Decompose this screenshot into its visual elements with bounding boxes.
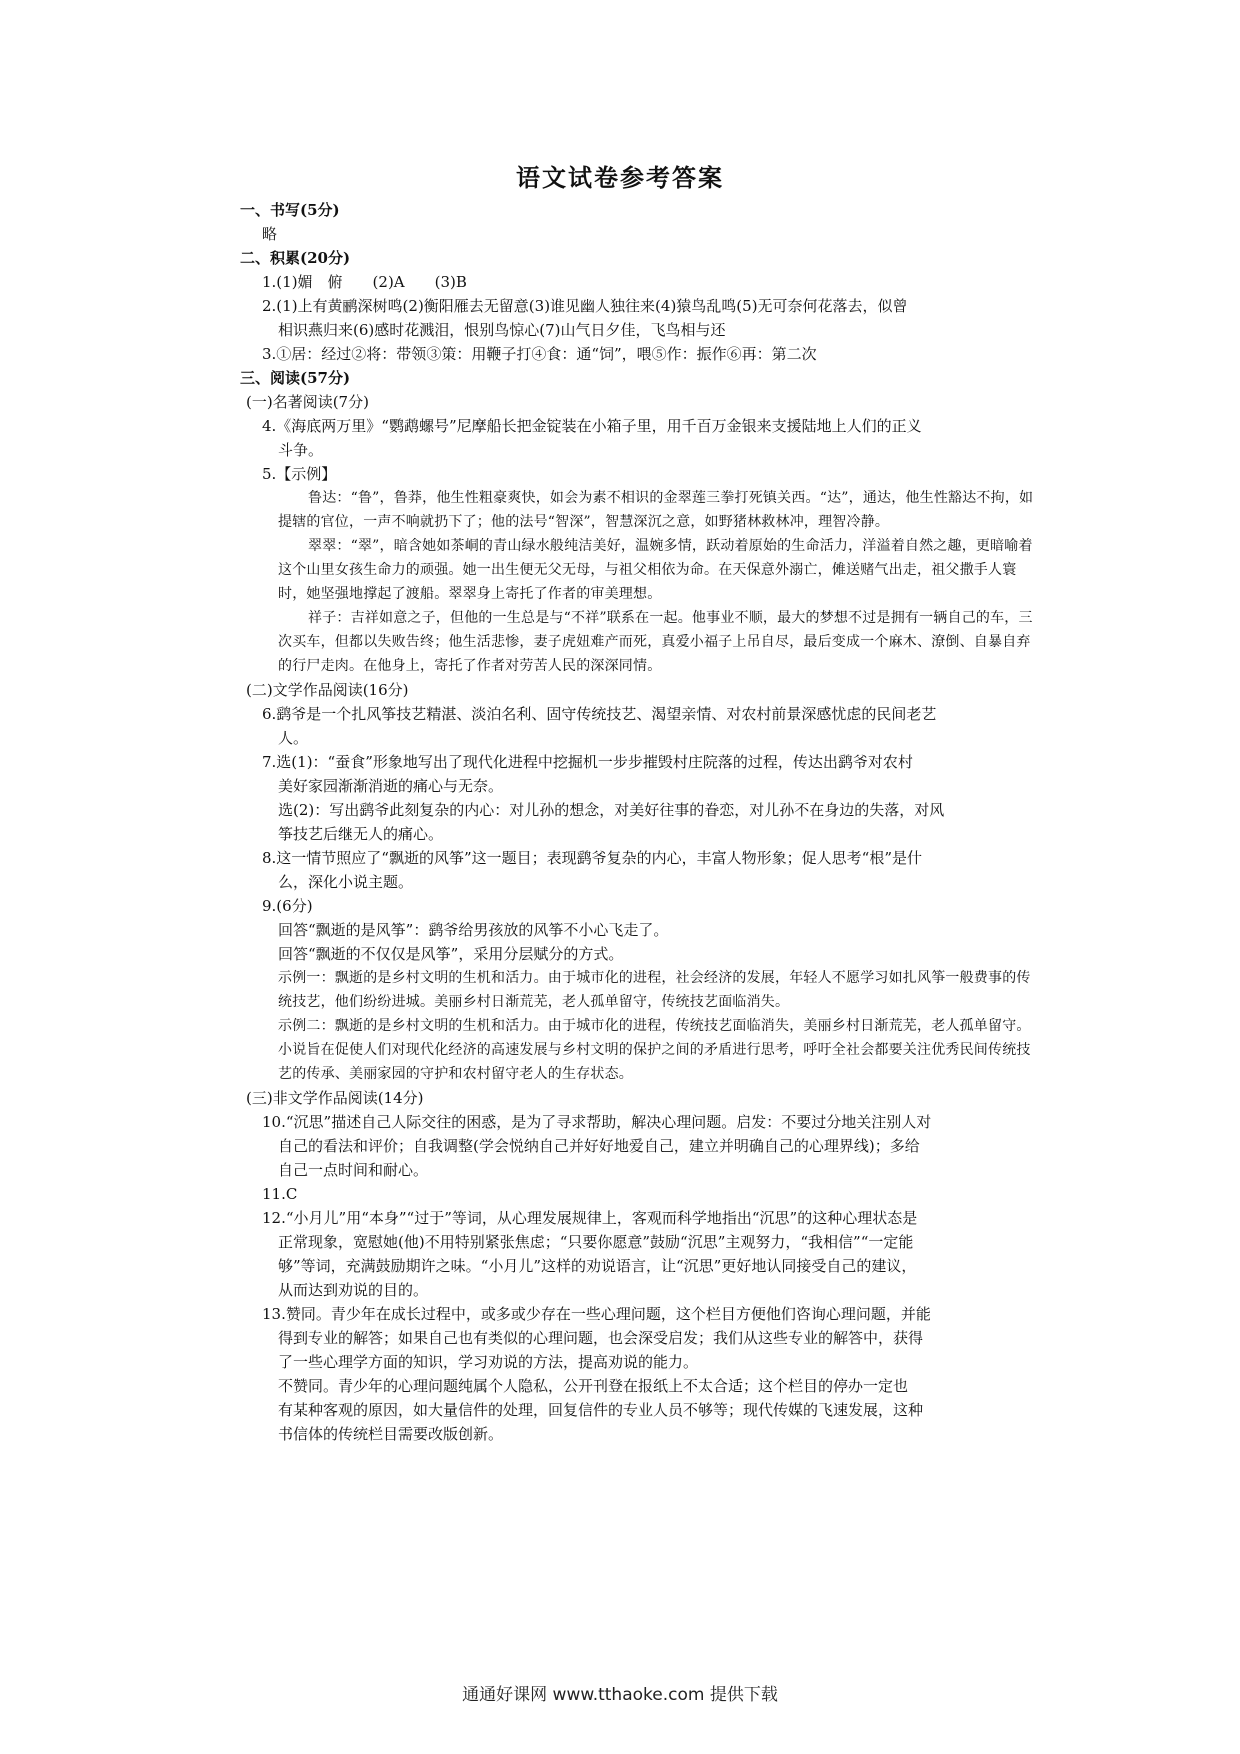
answer-line: 13.赞同。青少年在成长过程中，或多或少存在一些心理问题，这个栏目方便他们咨询心理问题，并能 <box>262 1305 931 1323</box>
section-heading: 二、积累(20分) <box>240 249 351 267</box>
answer-line: 示例二：飘逝的是乡村文明的生机和活力。由于城市化的进程，传统技艺面临消失，美丽乡村日渐荒芜，老人孤单留守。小说旨在促使人们对现代化经济的高速发展与乡村文明的保护之间的矛盾进行思考，呼吁全社会都要关注优秀民间传统技艺的传承、美丽家园的守护和农村留守老人的生存状态。 <box>278 1018 1031 1082</box>
answer-line: 人。 <box>278 729 309 747</box>
section-heading: 一、书写(5分) <box>240 201 340 219</box>
section-heading: (一)名著阅读(7分) <box>246 393 369 411</box>
answer-line: 12.“小月儿”用“本身”“过于”等词，从心理发展规律上，客观而科学地指出“沉思”的这种心理状态是 <box>262 1209 918 1227</box>
answer-line: 5.【示例】 <box>262 465 337 483</box>
answer-line: 相识燕归来(6)感时花溅泪，恨别鸟惊心(7)山气日夕佳，飞鸟相与还 <box>278 321 726 339</box>
answer-line: 3.①居：经过②将：带领③策：用鞭子打④食：通“饲”，喂⑤作：振作⑥再：第二次 <box>262 345 817 363</box>
answer-line: 7.选(1)：“蚕食”形象地写出了现代化进程中挖掘机一步步摧毁村庄院落的过程，传达出鹞爷对农村 <box>262 753 913 771</box>
answer-line: 斗争。 <box>278 441 324 459</box>
answer-line: 回答“飘逝的不仅仅是风筝”，采用分层赋分的方式。 <box>278 945 624 963</box>
answer-line: 祥子：吉祥如意之子，但他的一生总是与“不祥”联系在一起。他事业不顺，最大的梦想不过是拥有一辆自己的车，三次买车，但都以失败告终；他生活悲惨，妻子虎妞难产而死，真爱小福子上吊自尽，最后变成一个麻木、潦倒、自暴自弃的行尸走肉。在他身上，寄托了作者对劳苦人民的深深同情。 <box>278 610 1033 674</box>
answer-line: 够”等词，充满鼓励期许之味。“小月儿”这样的劝说语言，让“沉思”更好地认同接受自己的建议， <box>278 1257 917 1275</box>
answer-line: 选(2)：写出鹞爷此刻复杂的内心：对儿孙的想念，对美好往事的眷恋，对儿孙不在身边的失落，对风 <box>278 801 945 819</box>
answer-line: 8.这一情节照应了“飘逝的风筝”这一题目；表现鹞爷复杂的内心，丰富人物形象；促人思考“根”是什 <box>262 849 922 867</box>
answer-line: 不赞同。青少年的心理问题纯属个人隐私，公开刊登在报纸上不太合适；这个栏目的停办一定也 <box>278 1377 909 1395</box>
answer-line: 4.《海底两万里》“鹦鹉螺号”尼摩船长把金锭装在小箱子里，用千百万金银来支援陆地上人们的正义 <box>262 417 922 435</box>
answer-line: 了一些心理学方面的知识，学习劝说的方法，提高劝说的能力。 <box>278 1353 699 1371</box>
answer-line: 有某种客观的原因，如大量信件的处理，回复信件的专业人员不够等；现代传媒的飞速发展，这种 <box>278 1401 924 1419</box>
answer-line: 正常现象，宽慰她(他)不用特别紧张焦虑；“只要你愿意”鼓励“沉思”主观努力，“我相信”“一定能 <box>278 1233 914 1251</box>
section-heading: (三)非文学作品阅读(14分) <box>246 1089 424 1107</box>
section-heading: 三、阅读(57分) <box>240 369 351 387</box>
page-title: 语文试卷参考答案 <box>516 163 724 192</box>
answer-line: 美好家园渐渐消逝的痛心与无奈。 <box>278 777 504 795</box>
answer-content <box>240 198 1040 1446</box>
answer-line: 回答“飘逝的是风筝”：鹞爷给男孩放的风筝不小心飞走了。 <box>278 921 669 939</box>
answer-line: 略 <box>262 225 278 243</box>
answer-line: 书信体的传统栏目需要改版创新。 <box>278 1425 504 1443</box>
answer-line: 自己一点时间和耐心。 <box>278 1161 429 1179</box>
footer-credit: 通通好课网 www.tthaoke.com 提供下载 <box>462 1685 778 1705</box>
answer-line: 么，深化小说主题。 <box>278 873 414 891</box>
answer-line: 鲁达：“鲁”，鲁莽，他生性粗豪爽快，如会为素不相识的金翠莲三拳打死镇关西。“达”，通达，他生性豁达不拘，如提辖的官位，一声不响就扔下了；他的法号“智深”，智慧深沉之意，如野猪林救林冲，理智冷静。 <box>278 490 1034 530</box>
answer-line: 翠翠：“翠”，暗含她如茶峒的青山绿水般纯洁美好，温婉多情，跃动着原始的生命活力，洋溢着自然之趣，更暗喻着这个山里女孩生命力的顽强。她一出生便无父无母，与祖父相依为命。在天保意外溺亡，傩送赌气出走，祖父撒手人寰时，她坚强地撑起了渡船。翠翠身上寄托了作者的审美理想。 <box>278 538 1033 602</box>
answer-line: 得到专业的解答；如果自己也有类似的心理问题，也会深受启发；我们从这些专业的解答中，获得 <box>278 1329 924 1347</box>
section-heading: (二)文学作品阅读(16分) <box>246 681 409 699</box>
answer-line: 9.(6分) <box>262 897 313 915</box>
answer-line: 2.(1)上有黄鹂深树鸣(2)衡阳雁去无留意(3)谁见幽人独往来(4)猿鸟乱鸣(5)无可奈何花落去，似曾 <box>262 297 908 315</box>
answer-line: 11.C <box>262 1185 298 1203</box>
answer-line: 10.“沉思”描述自己人际交往的困惑，是为了寻求帮助，解决心理问题。启发：不要过分地关注别人对 <box>262 1113 932 1131</box>
answer-line: 筝技艺后继无人的痛心。 <box>278 825 444 843</box>
answer-line: 示例一：飘逝的是乡村文明的生机和活力。由于城市化的进程，社会经济的发展，年轻人不愿学习如扎风筝一般费事的传统技艺，他们纷纷进城。美丽乡村日渐荒芜，老人孤单留守，传统技艺面临消失。 <box>278 970 1031 1010</box>
answer-line: 自己的看法和评价；自我调整(学会悦纳自己并好好地爱自己，建立并明确自己的心理界线)；多给 <box>278 1137 920 1155</box>
answer-line: 从而达到劝说的目的。 <box>278 1281 429 1299</box>
answer-line: 6.鹞爷是一个扎风筝技艺精湛、淡泊名利、固守传统技艺、渴望亲情、对农村前景深感忧虑的民间老艺 <box>262 705 937 723</box>
answer-line: 1.(1)媚 俯 (2)A (3)B <box>262 273 467 291</box>
